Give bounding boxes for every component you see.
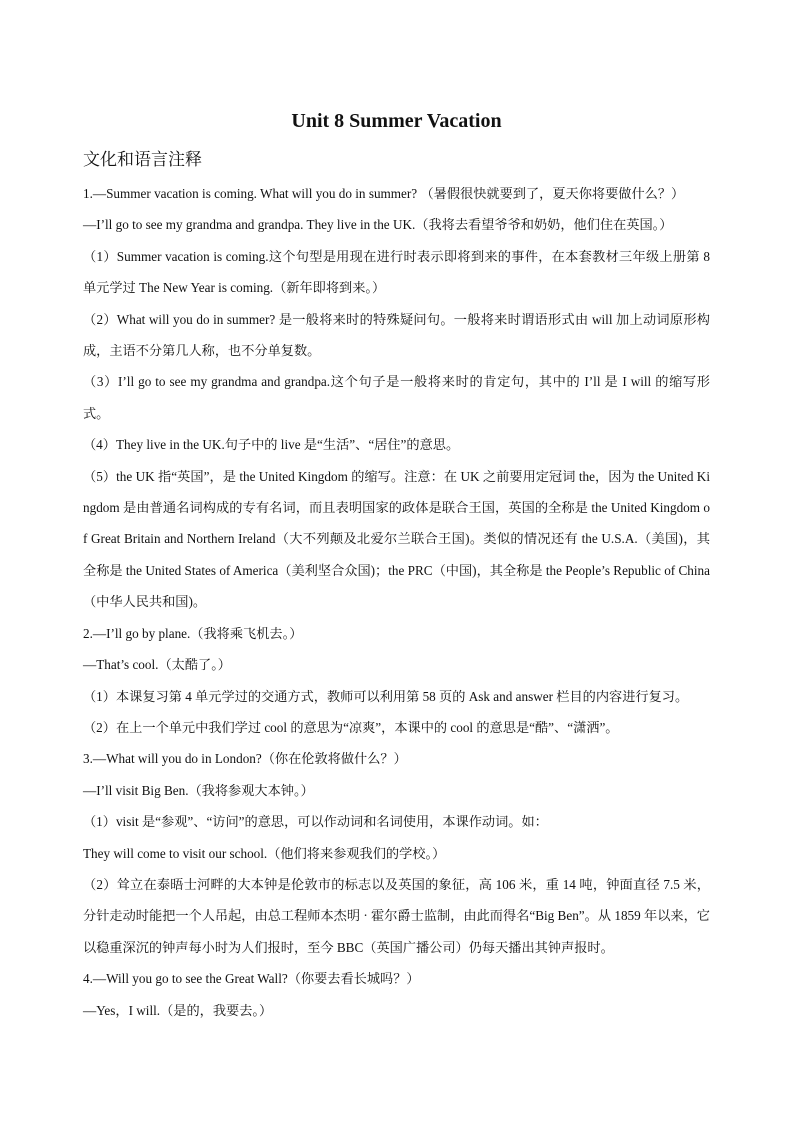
body-paragraph: —That’s cool.（太酷了。） [83,657,231,673]
document-title: Unit 8 Summer Vacation [291,110,502,132]
body-paragraph: （1）本课复习第 4 单元学过的交通方式，教师可以利用第 58 页的 Ask and answer 栏目的内容进行复习。 [83,688,689,704]
body-paragraph: （2）在上一个单元中我们学过 cool 的意思为“凉爽”，本课中的 cool 的意思是“酷”、“潇洒”。 [83,719,619,735]
body-paragraph: They will come to visit our school.（他们将来参观我们的学校。） [83,845,446,861]
body-paragraph: 3.—What will you do in London?（你在伦敦将做什么？） [83,751,407,767]
body-paragraph: （1）Summer vacation is coming.这个句型是用现在进行时表示即将到来的事件，在本套教材三年级上册第 8 单元学过 The New Year is coming.（新年即将到来。） [83,248,710,296]
body-paragraph: （2）耸立在泰晤士河畔的大本钟是伦敦市的标志以及英国的象征，高 106 米，重 14 吨，钟面直径 7.5 米，分针走动时能把一个人吊起，由总工程师本杰明 · 霍尔爵士监制，由此而得名“Big Ben”。从 1859 年以来，它以稳重深沉的钟声每小时为人们报时，至今 BBC（英国广播公司）仍每天播出其钟声报时。 [83,876,710,955]
body-paragraph: —I’ll visit Big Ben.（我将参观大本钟。） [83,782,314,798]
body-paragraph: （2）What will you do in summer? 是一般将来时的特殊疑问句。一般将来时谓语形式由 will 加上动词原形构成，主语不分第几人称，也不分单复数。 [83,311,710,359]
body-paragraph: （3）I’ll go to see my grandma and grandpa.这个句子是一般将来时的肯定句，其中的 I’ll 是 I will 的缩写形式。 [83,374,710,421]
body-paragraph: （4）They live in the UK.句子中的 live 是“生活”、“居住”的意思。 [83,437,460,453]
section-heading: 文化和语言注释 [83,150,202,170]
body-paragraph: —Yes，I will.（是的，我要去。） [83,1002,273,1018]
body-paragraph: （5）the UK 指“英国”，是 the United Kingdom 的缩写。注意：在 UK 之前要用定冠词 the，因为 the United Kingdom 是由普通名词构成的专有名词，而且表明国家的政体是联合王国，英国的全称是 the United Kingdom of Great Britain and Northern Ireland（大不列颠及北爱尔兰联合王国)。类似的情况还有 the U.S.A.（美国)，其全称是 the United States of America（美利坚合众国)；the PRC（中国)，其全称是 the People’s Republic of China（中华人民共和国)。 [83,468,710,610]
body-paragraph: —I’ll go to see my grandma and grandpa. They live in the UK.（我将去看望爷爷和奶奶，他们住在英国。） [83,217,673,233]
body-paragraph: 4.—Will you go to see the Great Wall?（你要去看长城吗？） [83,971,420,987]
body-paragraph: 1.—Summer vacation is coming. What will you do in summer? （暑假很快就要到了，夏天你将要做什么？） [83,186,685,201]
body-paragraph: （1）visit 是“参观”、“访问”的意思，可以作动词和名词使用，本课作动词。如： [83,814,548,830]
document-body [83,178,710,1026]
body-paragraph: 2.—I’ll go by plane.（我将乘飞机去。） [83,625,303,641]
